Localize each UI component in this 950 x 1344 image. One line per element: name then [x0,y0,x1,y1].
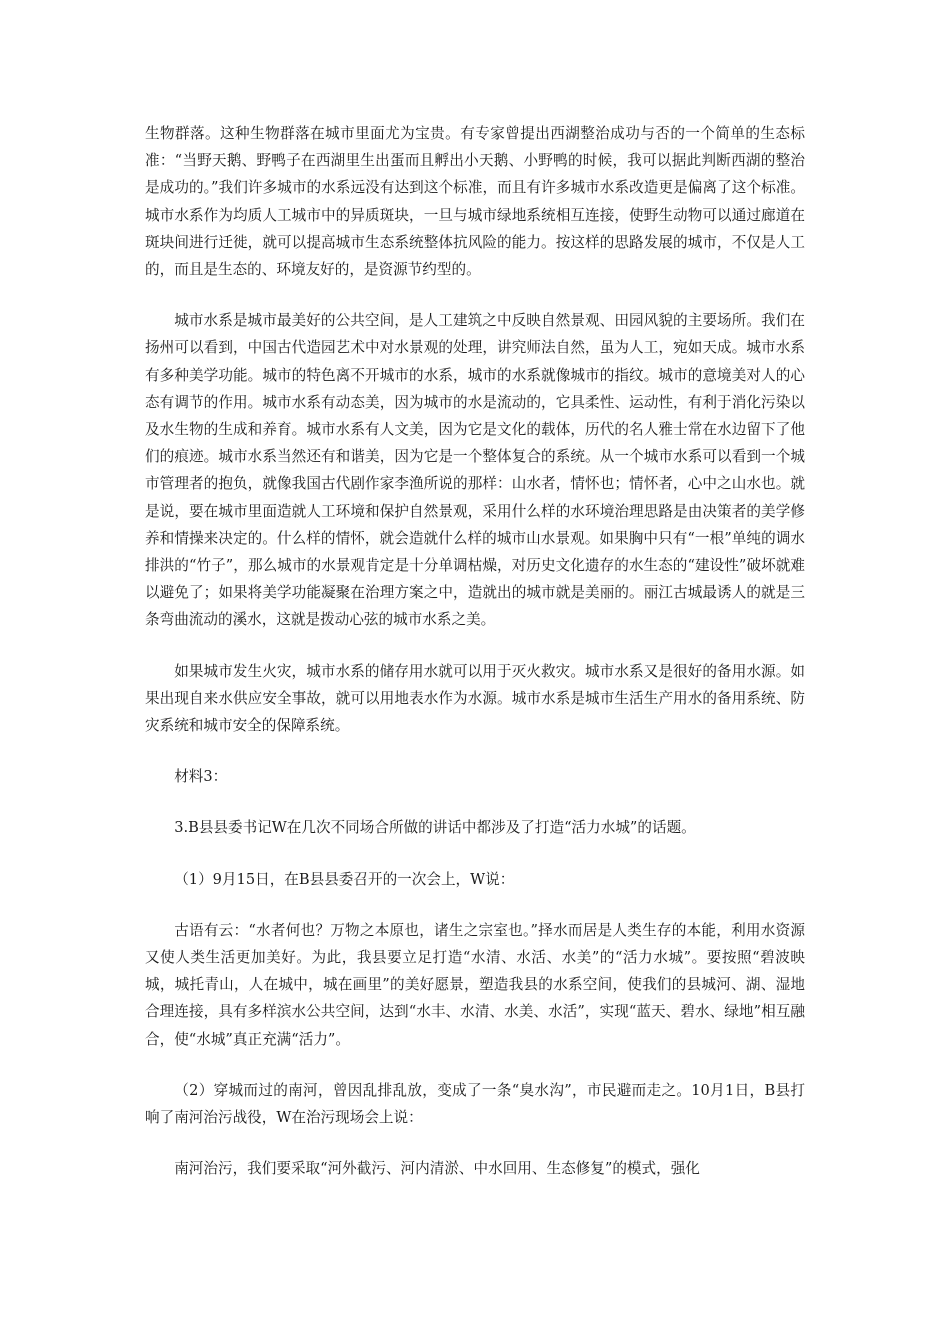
item-2-speech: 南河治污，我们要采取“河外截污、河内清淤、中水回用、生态修复”的模式，强化 [174,1160,700,1178]
material-3-heading: 材料3： [174,768,228,786]
paragraph-ecology-continued: 生物群落。这种生物群落在城市里面尤为宝贵。有专家曾提出西湖整治成功与否的一个简单的生态标准：“当野天鹅、野鸭子在西湖里生出蛋而且孵出小天鹅、小野鸭的时候，我可以据此判断西湖的整治是成功的。”我们许多城市的水系远没有达到这个标准，而且有许多城市水系改造更是偏离了这个标准。城市水系作为均质人工城市中的异质斑块，一旦与城市绿地系统相互连接，使野生动物可以通过廊道在斑块间进行迁徙，就可以提高城市生态系统整体抗风险的能力。按这样的思路发展的城市，不仅是人工的，而且是生态的、环境友好的，是资源节约型的。 [145,125,805,279]
paragraph-aesthetics: 城市水系是城市最美好的公共空间，是人工建筑之中反映自然景观、田园风貌的主要场所。我们在扬州可以看到，中国古代造园艺术中对水景观的处理，讲究师法自然，虽为人工，宛如天成。城市水系有多种美学功能。城市的特色离不开城市的水系，城市的水系就像城市的指纹。城市的意境美对人的心态有调节的作用。城市水系有动态美，因为城市的水是流动的，它具柔性、运动性，有利于消化污染以及水生物的生成和养育。城市水系有人文美，因为它是文化的载体，历代的名人雅士常在水边留下了他们的痕迹。城市水系当然还有和谐美，因为它是一个整体复合的系统。从一个城市水系可以看到一个城市管理者的抱负，就像我国古代剧作家李渔所说的那样：山水者，情怀也；情怀者，心中之山水也。就是说，要在城市里面造就人工环境和保护自然景观，采用什么样的水环境治理思路是由决策者的美学修养和情操来决定的。什么样的情怀，就会造就什么样的城市山水景观。如果胸中只有“一根”单纯的调水排洪的“竹子”，那么城市的水景观肯定是十分单调枯燥，对历史文化遗存的水生态的“建设性”破坏就难以避免了；如果将美学功能凝聚在治理方案之中，造就出的城市就是美丽的。丽江古城最诱人的就是三条弯曲流动的溪水，这就是拨动心弦的城市水系之美。 [145,312,805,629]
question-3-intro: 3.B县县委书记W在几次不同场合所做的讲话中都涉及了打造“活力水城”的话题。 [174,819,696,837]
paragraph-safety: 如果城市发生火灾，城市水系的储存用水就可以用于灭火救灾。城市水系又是很好的备用水源。如果出现自来水供应安全事故，就可以用地表水作为水源。城市水系是城市生活生产用水的备用系统、防灾系统和城市安全的保障系统。 [145,662,805,735]
item-1-intro: （1）9月15日，在B县县委召开的一次会上，W说： [174,870,515,888]
item-2-intro: （2）穿城而过的南河，曾因乱排乱放，变成了一条“臭水沟”，市民避而走之。10月1日，B县打响了南河治污战役，W在治污现场会上说： [145,1081,805,1127]
document-page [145,120,805,1207]
item-1-speech: 古语有云：“水者何也？万物之本原也，诸生之宗室也。”择水而居是人类生存的本能，利用水资源又使人类生活更加美好。为此，我县要立足打造“水清、水活、水美”的“活力水城”。要按照“碧波映城，城托青山，人在城中，城在画里”的美好愿景，塑造我县的水系空间，使我们的县城河、湖、湿地合理连接，具有多样滨水公共空间，达到“水丰、水清、水美、水活”，实现“蓝天、碧水、绿地”相互融合，使“水城”真正充满“活力”。 [145,921,805,1048]
